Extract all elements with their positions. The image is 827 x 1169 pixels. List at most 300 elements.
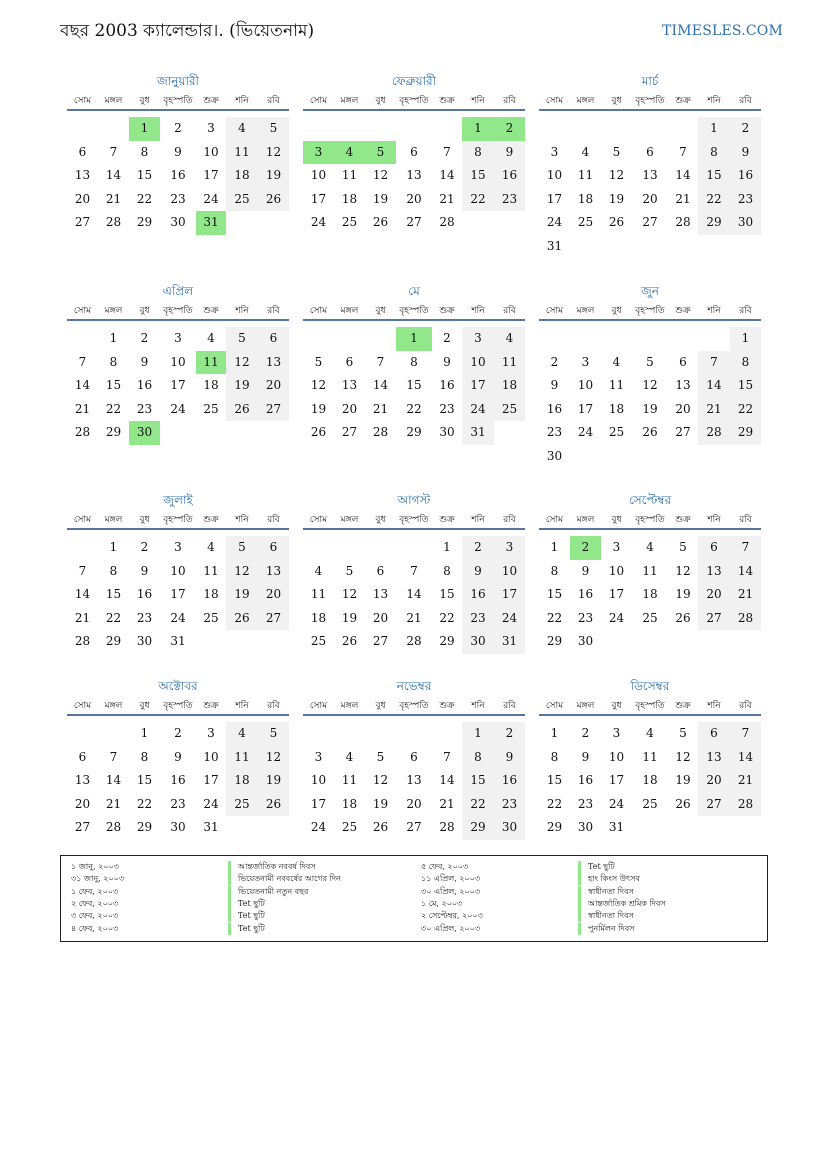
day-cell: 27	[406, 820, 422, 834]
weekday-label: রবি	[503, 96, 516, 106]
day-cell: 8	[550, 749, 559, 764]
day-cell: 1	[443, 540, 451, 554]
day-cell: 6	[410, 749, 418, 764]
day-cell: 28	[730, 793, 761, 817]
day-cell: 1	[109, 540, 118, 554]
weekday-label: শনি	[471, 515, 485, 525]
day-cell: 23	[577, 796, 594, 811]
day-cell: 7	[410, 563, 418, 578]
day-cell: 28	[372, 425, 389, 439]
day-cell: 22	[406, 401, 422, 416]
day-cell: 24	[577, 425, 594, 439]
day-cell: 9	[140, 563, 149, 578]
month-calendar	[303, 73, 525, 258]
month-name: জানুয়ারী	[157, 74, 199, 88]
day-cell: 10	[170, 354, 186, 369]
weekday-label: সোম	[73, 701, 92, 711]
day-cell: 3	[174, 540, 182, 554]
day-cell: 6	[376, 563, 385, 578]
day-cell: 6	[646, 144, 654, 159]
day-cell: 19	[372, 191, 389, 206]
day-cell: 9	[174, 749, 182, 764]
weekday-label: রবি	[739, 701, 752, 711]
month-calendar	[67, 73, 289, 258]
weekday-label: মঙ্গল	[104, 701, 123, 711]
legend-date: ১ মে, ২০০৩	[421, 898, 463, 908]
day-cell: 6	[410, 144, 418, 159]
day-cell: 12	[372, 773, 389, 787]
month-calendar	[539, 678, 761, 863]
weekday-header	[539, 700, 761, 716]
day-cell: 9	[581, 749, 590, 764]
day-cell: 12	[675, 563, 691, 578]
weekday-label: শুক্র	[203, 306, 219, 316]
day-cell: 18	[310, 610, 327, 625]
day-cell: 10	[203, 749, 219, 764]
weekday-label: রবি	[503, 701, 516, 711]
day-cell: 2	[494, 722, 525, 746]
weekday-label: শুক্র	[675, 96, 691, 106]
day-cell: 23	[439, 401, 455, 416]
day-cell: 13	[675, 378, 691, 392]
day-cell: 4	[314, 563, 323, 578]
day-cell: 22	[698, 188, 730, 212]
day-cell: 31	[170, 634, 186, 648]
weekday-label: মঙ্গল	[340, 515, 359, 525]
weekday-label: বুধ	[139, 515, 150, 525]
day-cell: 12	[341, 587, 358, 601]
day-cell: 13	[642, 168, 658, 182]
day-cell: 24	[170, 610, 186, 625]
day-cell: 17	[462, 374, 494, 398]
weekday-label: সোম	[309, 701, 328, 711]
day-cell: 2	[443, 331, 451, 345]
weekday-label: শুক্র	[203, 701, 219, 711]
weekday-label: বুধ	[375, 306, 386, 316]
month-calendar	[303, 678, 525, 863]
day-cell: 14	[730, 746, 761, 770]
day-cell: 7	[78, 354, 87, 369]
day-cell: 15	[439, 587, 455, 601]
weekday-label: বুধ	[139, 701, 150, 711]
day-cell: 1	[550, 726, 559, 740]
day-cell: 4	[226, 722, 258, 746]
day-cell: 30	[170, 820, 186, 834]
day-cell: 4	[646, 726, 654, 740]
day-cell: 31	[462, 421, 494, 445]
day-cell: 20	[675, 401, 691, 416]
day-cell: 12	[226, 351, 258, 375]
day-cell: 25	[642, 796, 658, 811]
holiday-day-cell: 5	[365, 141, 396, 165]
day-cell: 25	[341, 215, 358, 229]
day-cell: 17	[608, 587, 625, 601]
legend-date: ৩ ফেব, ২০০৩	[71, 911, 119, 921]
day-cell: 16	[170, 773, 186, 787]
day-cell: 1	[550, 540, 559, 554]
day-cell: 30	[439, 425, 455, 439]
day-cell: 7	[730, 722, 761, 746]
day-cell: 18	[226, 769, 258, 793]
weekday-header	[539, 514, 761, 530]
month-name: ডিসেম্বর	[630, 679, 670, 693]
day-cell: 22	[105, 610, 122, 625]
weekday-label: বৃহস্পতি	[163, 96, 193, 106]
day-cell: 14	[439, 168, 455, 182]
day-cell: 13	[74, 773, 91, 787]
weekday-label: রবি	[503, 515, 516, 525]
day-cell: 25	[577, 215, 594, 229]
month-name: এপ্রিল	[162, 284, 194, 298]
day-cell: 17	[546, 191, 563, 206]
day-cell: 22	[546, 796, 563, 811]
day-cell: 14	[698, 374, 730, 398]
day-cell: 6	[258, 327, 289, 351]
legend-holiday-name: আন্তর্জাতিক নববর্ষ দিবস	[228, 861, 316, 873]
day-cell: 15	[546, 587, 563, 601]
legend-date: ২ সেপ্টেম্বর, ২০০৩	[421, 911, 483, 921]
day-cell: 9	[581, 563, 590, 578]
day-cell: 9	[494, 141, 525, 165]
day-cell: 8	[550, 563, 559, 578]
day-cell: 9	[550, 378, 559, 392]
day-cell: 3	[207, 121, 215, 135]
day-cell: 18	[642, 773, 658, 787]
month-calendar	[539, 283, 761, 468]
weekday-label: বৃহস্পতি	[399, 306, 429, 316]
day-cell: 13	[372, 587, 389, 601]
weekday-header	[303, 514, 525, 530]
legend-holiday-name: পুনর্মিলন দিবস	[578, 923, 634, 935]
weekday-label: মঙ্গল	[576, 515, 595, 525]
day-cell: 21	[439, 191, 455, 206]
day-cell: 25	[341, 820, 358, 834]
day-cell: 16	[546, 401, 563, 416]
day-cell: 11	[494, 351, 525, 375]
day-cell: 17	[310, 191, 327, 206]
weekday-label: মঙ্গল	[576, 96, 595, 106]
weekday-header	[539, 95, 761, 111]
day-cell: 21	[74, 401, 91, 416]
day-cell: 15	[546, 773, 563, 787]
weekday-label: সোম	[309, 515, 328, 525]
day-cell: 30	[170, 215, 186, 229]
day-cell: 17	[494, 583, 525, 607]
day-cell: 25	[608, 425, 625, 439]
day-cell: 18	[203, 587, 219, 601]
day-cell: 29	[462, 816, 494, 840]
day-cell: 6	[698, 722, 730, 746]
day-cell: 29	[439, 634, 455, 648]
day-cell: 14	[675, 168, 691, 182]
weekday-label: বৃহস্পতি	[163, 701, 193, 711]
day-cell: 13	[258, 351, 289, 375]
holiday-day-cell: 4	[334, 141, 365, 165]
month-name: জুলাই	[163, 493, 193, 507]
weekday-label: শুক্র	[439, 701, 455, 711]
legend-date: ১ জানু, ২০০৩	[71, 862, 119, 871]
weekday-label: বুধ	[611, 515, 622, 525]
site-brand-link[interactable]: TIMESLES.COM	[662, 23, 783, 39]
day-cell: 13	[74, 168, 91, 182]
day-cell: 26	[258, 188, 289, 212]
legend-holiday-name: হাং কিংস উৎসব	[578, 873, 640, 885]
day-cell: 5	[646, 354, 654, 369]
day-cell: 30	[577, 634, 594, 648]
day-cell: 12	[226, 560, 258, 584]
day-cell: 10	[546, 168, 563, 182]
weekday-label: শনি	[707, 96, 721, 106]
weekday-label: বুধ	[375, 96, 386, 106]
day-cell: 15	[462, 769, 494, 793]
weekday-header	[303, 95, 525, 111]
day-cell: 4	[226, 117, 258, 141]
month-name: মার্চ	[641, 74, 659, 88]
day-cell: 26	[372, 820, 389, 834]
day-cell: 24	[203, 191, 219, 206]
day-cell: 2	[730, 117, 761, 141]
holiday-day-cell: 3	[303, 141, 334, 165]
page-title: বছর 2003 ক্যালেন্ডার।. (ভিয়েতনাম)	[60, 21, 315, 41]
legend-holiday-name: আন্তর্জাতিক শ্রমিক দিবস	[578, 898, 666, 910]
weekday-label: শনি	[235, 306, 249, 316]
day-cell: 22	[730, 398, 761, 422]
day-cell: 11	[642, 749, 658, 764]
day-cell: 11	[226, 141, 258, 165]
day-cell: 26	[258, 793, 289, 817]
day-cell: 17	[203, 773, 219, 787]
day-cell: 5	[226, 327, 258, 351]
day-cell: 14	[74, 587, 91, 601]
weekday-label: শনি	[471, 96, 485, 106]
day-cell: 9	[462, 560, 494, 584]
legend-date: ১১ এপ্রিল, ২০০৩	[421, 874, 481, 884]
day-cell: 8	[698, 141, 730, 165]
legend-date: ৩০ এপ্রিল, ২০০৩	[421, 886, 481, 896]
day-cell: 5	[226, 536, 258, 560]
day-cell: 8	[140, 749, 149, 764]
day-cell: 19	[258, 164, 289, 188]
day-cell: 21	[698, 398, 730, 422]
weekday-label: মঙ্গল	[104, 96, 123, 106]
day-cell: 10	[608, 749, 625, 764]
day-cell: 28	[439, 820, 455, 834]
day-cell: 5	[679, 726, 687, 740]
day-cell: 18	[341, 191, 358, 206]
day-cell: 13	[406, 168, 422, 182]
day-cell: 9	[174, 144, 182, 159]
weekday-label: বৃহস্পতি	[635, 96, 665, 106]
day-cell: 30	[136, 634, 153, 648]
day-cell: 16	[494, 164, 525, 188]
weekday-label: শনি	[235, 701, 249, 711]
day-cell: 5	[376, 749, 385, 764]
day-cell: 2	[581, 726, 590, 740]
day-cell: 4	[207, 540, 215, 554]
day-cell: 27	[406, 215, 422, 229]
day-cell: 30	[546, 448, 563, 463]
day-cell: 10	[310, 773, 327, 787]
month-name: জুন	[641, 284, 659, 298]
day-cell: 10	[494, 560, 525, 584]
weekday-label: বৃহস্পতি	[163, 306, 193, 316]
day-cell: 1	[109, 331, 118, 345]
weekday-label: শুক্র	[675, 515, 691, 525]
day-cell: 3	[612, 540, 621, 554]
day-cell: 5	[258, 117, 289, 141]
day-cell: 8	[140, 144, 149, 159]
weekday-header	[539, 305, 761, 321]
day-cell: 7	[443, 144, 451, 159]
weekday-label: মঙ্গল	[340, 701, 359, 711]
weekday-label: সোম	[309, 96, 328, 106]
day-cell: 28	[406, 634, 422, 648]
day-cell: 13	[698, 746, 730, 770]
day-cell: 11	[608, 378, 625, 392]
day-cell: 6	[78, 144, 87, 159]
day-cell: 11	[642, 563, 658, 578]
weekday-label: সোম	[545, 701, 564, 711]
day-cell: 6	[258, 536, 289, 560]
day-cell: 8	[109, 354, 118, 369]
holiday-day-cell: 1	[129, 117, 160, 141]
day-cell: 11	[577, 168, 594, 182]
day-cell: 2	[140, 331, 149, 345]
weekday-label: বুধ	[611, 96, 622, 106]
day-cell: 10	[203, 144, 219, 159]
weekday-label: রবি	[267, 96, 280, 106]
day-cell: 23	[546, 425, 563, 439]
day-cell: 1	[698, 117, 730, 141]
day-cell: 20	[258, 583, 289, 607]
day-cell: 4	[207, 331, 215, 345]
day-cell: 28	[675, 215, 691, 229]
holiday-day-cell: 1	[396, 327, 432, 351]
day-cell: 14	[730, 560, 761, 584]
day-cell: 21	[105, 796, 122, 811]
day-cell: 27	[341, 425, 358, 439]
holiday-day-cell: 30	[129, 421, 160, 445]
day-cell: 20	[406, 191, 422, 206]
day-cell: 23	[136, 610, 153, 625]
holiday-day-cell: 11	[196, 351, 226, 375]
day-cell: 4	[494, 327, 525, 351]
day-cell: 4	[345, 749, 354, 764]
day-cell: 11	[341, 773, 358, 787]
day-cell: 7	[376, 354, 385, 369]
day-cell: 10	[170, 563, 186, 578]
day-cell: 7	[109, 749, 118, 764]
day-cell: 3	[462, 327, 494, 351]
day-cell: 28	[105, 215, 122, 229]
day-cell: 23	[494, 793, 525, 817]
day-cell: 17	[608, 773, 625, 787]
weekday-label: বৃহস্পতি	[399, 701, 429, 711]
day-cell: 30	[730, 211, 761, 235]
day-cell: 16	[170, 168, 186, 182]
day-cell: 25	[310, 634, 327, 648]
day-cell: 29	[730, 421, 761, 445]
day-cell: 21	[675, 191, 691, 206]
day-cell: 7	[78, 563, 87, 578]
day-cell: 16	[494, 769, 525, 793]
day-cell: 25	[203, 610, 219, 625]
day-cell: 23	[577, 610, 594, 625]
legend-date: ২ ফেব, ২০০৩	[71, 898, 119, 908]
weekday-label: রবি	[739, 306, 752, 316]
day-cell: 2	[174, 121, 182, 135]
day-cell: 26	[310, 425, 327, 439]
month-name: আগস্ট	[397, 493, 431, 507]
day-cell: 16	[136, 587, 153, 601]
legend-holiday-name: ভিয়েতনামী নববর্ষের আগের দিন	[228, 873, 341, 885]
day-cell: 24	[310, 820, 327, 834]
month-name: অক্টোবর	[158, 679, 198, 693]
day-cell: 29	[136, 820, 153, 834]
day-cell: 31	[546, 238, 563, 253]
day-cell: 24	[462, 398, 494, 422]
day-cell: 7	[730, 536, 761, 560]
weekday-label: শনি	[707, 306, 721, 316]
weekday-label: রবি	[739, 96, 752, 106]
day-cell: 16	[730, 164, 761, 188]
weekday-label: বুধ	[139, 306, 150, 316]
day-cell: 12	[258, 141, 289, 165]
day-cell: 23	[462, 607, 494, 631]
day-cell: 29	[105, 425, 122, 439]
day-cell: 29	[546, 634, 563, 648]
day-cell: 29	[406, 425, 422, 439]
weekday-label: শনি	[235, 96, 249, 106]
day-cell: 20	[258, 374, 289, 398]
weekday-label: শনি	[707, 515, 721, 525]
day-cell: 28	[74, 634, 91, 648]
day-cell: 7	[698, 351, 730, 375]
day-cell: 20	[642, 191, 658, 206]
day-cell: 8	[443, 563, 451, 578]
day-cell: 15	[136, 773, 153, 787]
day-cell: 20	[698, 769, 730, 793]
day-cell: 22	[136, 191, 153, 206]
day-cell: 25	[642, 610, 658, 625]
day-cell: 17	[170, 587, 186, 601]
weekday-label: বৃহস্পতি	[399, 515, 429, 525]
day-cell: 26	[341, 634, 358, 648]
day-cell: 3	[550, 144, 559, 159]
day-cell: 19	[642, 401, 658, 416]
day-cell: 18	[341, 796, 358, 811]
day-cell: 21	[439, 796, 455, 811]
day-cell: 30	[494, 816, 525, 840]
day-cell: 20	[372, 610, 389, 625]
day-cell: 12	[258, 746, 289, 770]
month-calendar	[67, 492, 289, 677]
day-cell: 28	[74, 425, 91, 439]
day-cell: 24	[170, 401, 186, 416]
day-cell: 7	[109, 144, 118, 159]
month-calendar	[67, 678, 289, 863]
day-cell: 16	[577, 773, 594, 787]
legend-holiday-name: Tet ছুটি	[578, 861, 615, 873]
day-cell: 3	[612, 726, 621, 740]
day-cell: 19	[372, 796, 389, 811]
weekday-label: শুক্র	[439, 96, 455, 106]
day-cell: 21	[730, 769, 761, 793]
weekday-label: শনি	[471, 701, 485, 711]
month-calendar	[539, 492, 761, 677]
day-cell: 28	[105, 820, 122, 834]
day-cell: 22	[546, 610, 563, 625]
